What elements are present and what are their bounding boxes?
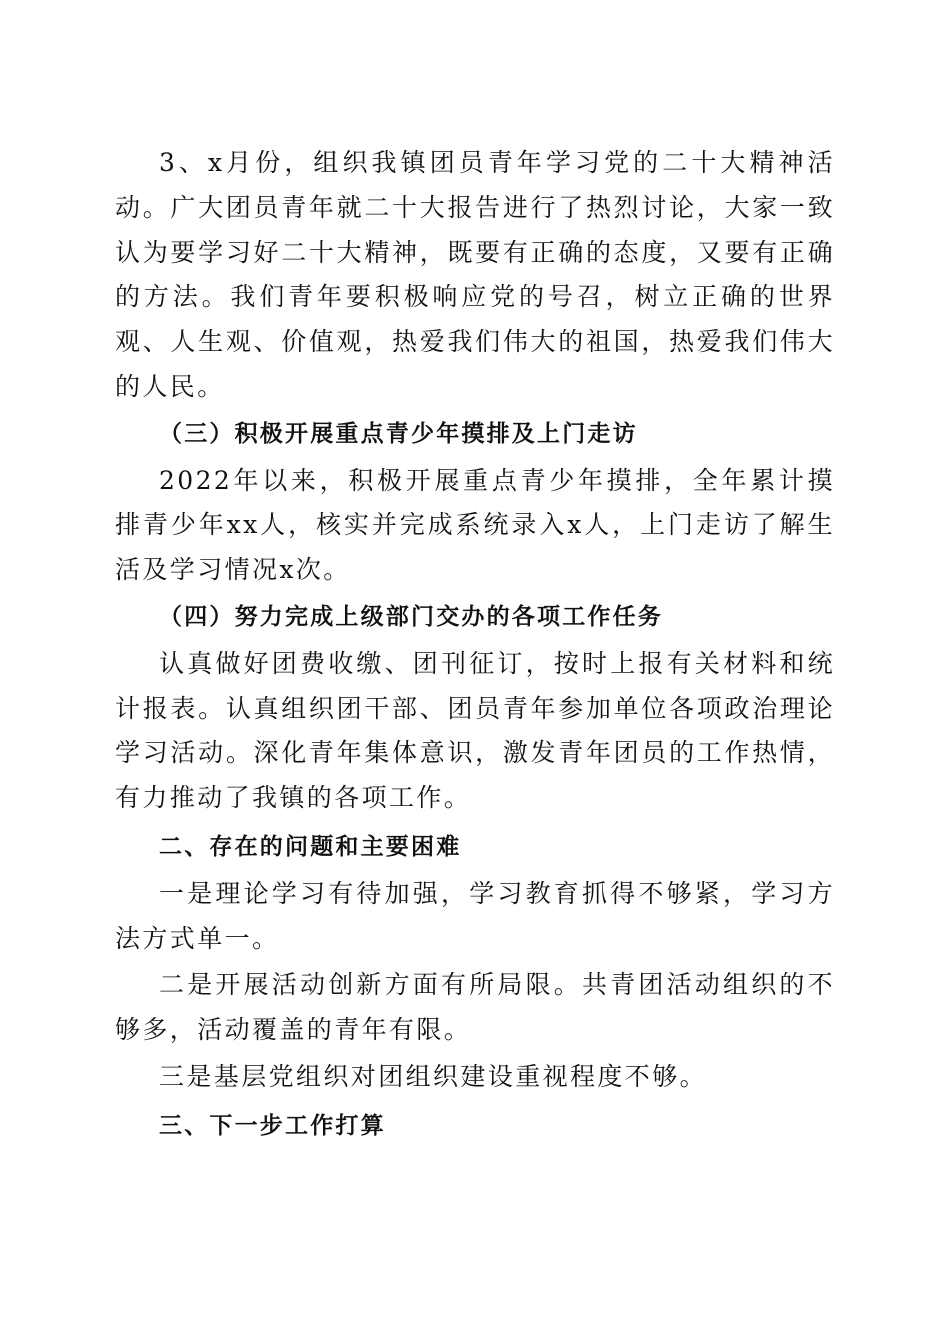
subheading-youth-survey: （三）积极开展重点青少年摸排及上门走访 [159, 419, 638, 447]
paragraph-problem-1: 一是理论学习有待加强，学习教育抓得不够紧，学习方法方式单一。 [115, 878, 835, 953]
paragraph-assigned-tasks: 认真做好团费收缴、团刊征订，按时上报有关材料和统计报表。认真组织团干部、团员青年参加单位各项政治理论学习活动。深化青年集体意识，激发青年团员的工作热情，有力推动了我镇的各项工作。 [115, 648, 835, 813]
section-heading-next-steps: 三、下一步工作打算 [159, 1112, 386, 1139]
paragraph-problem-3: 三是基层党组织对团组织建设重视程度不够。 [159, 1061, 708, 1091]
subheading-assigned-tasks: （四）努力完成上级部门交办的各项工作任务 [159, 602, 663, 630]
document-body [115, 141, 835, 1149]
paragraph-problem-2: 二是开展活动创新方面有所局限。共青团活动组织的不够多，活动覆盖的青年有限。 [115, 970, 835, 1045]
paragraph-activity-3: 3、x月份，组织我镇团员青年学习党的二十大精神活动。广大团员青年就二十大报告进行了热烈讨论，大家一致认为要学习好二十大精神，既要有正确的态度，又要有正确的方法。我们青年要积极响应党的号召，树立正确的世界观、人生观、价值观，热爱我们伟大的祖国，热爱我们伟大的人民。 [115, 148, 835, 401]
section-heading-problems: 二、存在的问题和主要困难 [159, 833, 462, 860]
paragraph-youth-survey: 2022年以来，积极开展重点青少年摸排，全年累计摸排青少年xx人，核实并完成系统录入x人，上门走访了解生活及学习情况x次。 [115, 465, 835, 585]
